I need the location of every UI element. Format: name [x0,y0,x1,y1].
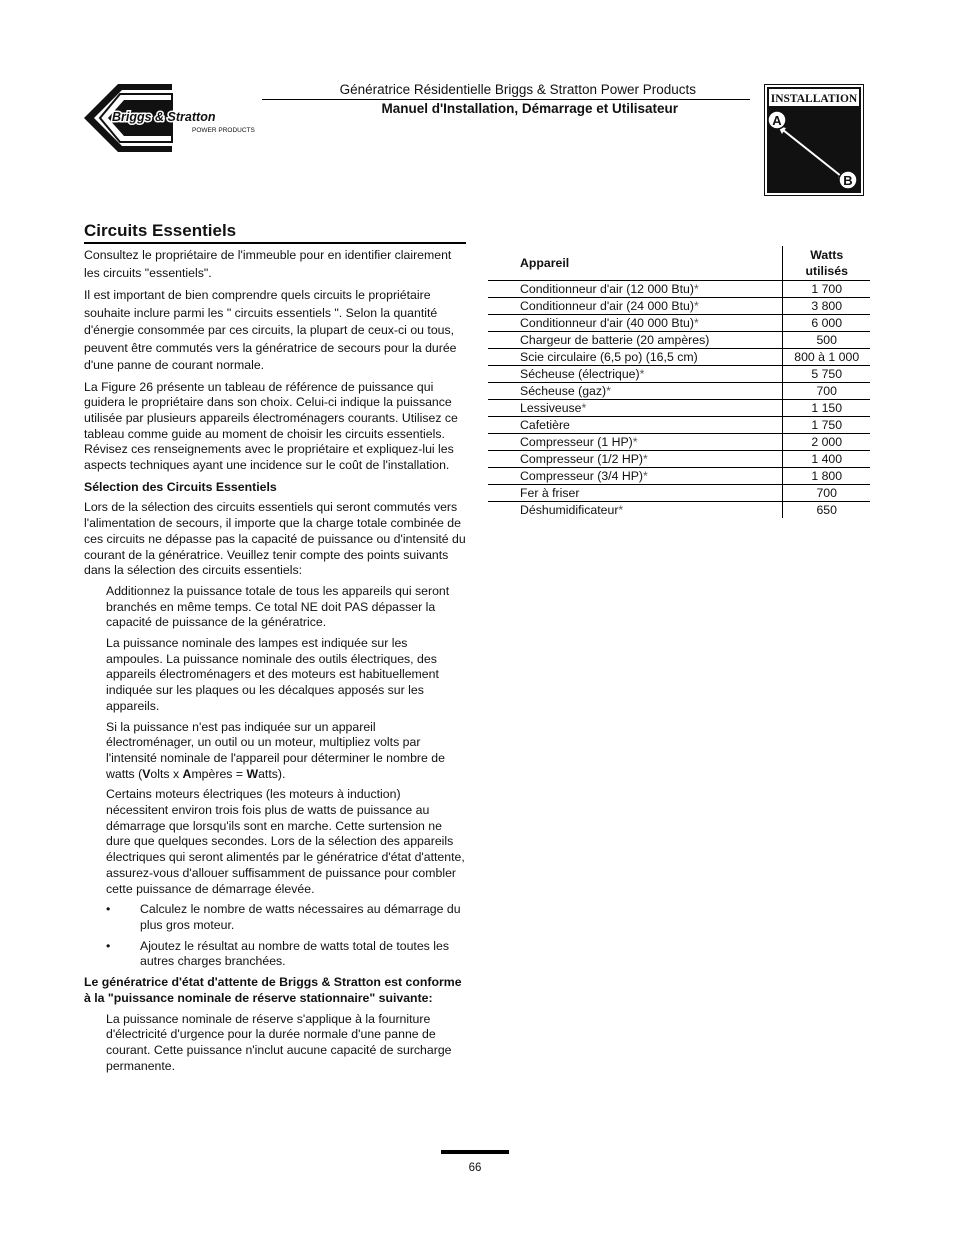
text-run: V [142,766,151,781]
svg-text:B: B [843,173,853,188]
bullet-text: Ajoutez le résultat au nombre de watts total de toutes les autres charges branchées. [140,938,449,969]
paragraph: Consultez le propriétaire de l'immeuble pour en identifier clairement les circuits "essentiels". [84,248,452,280]
table-row [488,451,870,468]
table-row [488,434,870,451]
svg-text:A: A [772,113,782,128]
header-subtitle: Manuel d'Installation, Démarrage et Utilisateur [381,101,678,116]
header-rule [262,99,750,100]
appliance-name: Compresseur (1/2 HP) [520,452,644,466]
briggs-stratton-logo [80,82,260,154]
appliance-cell [488,417,783,434]
body-column [84,247,466,1079]
watts-header-line2: utilisés [805,264,848,278]
section-title: Circuits Essentiels [84,221,237,240]
svg-text:Briggs & Stratton: Briggs & Stratton [112,110,216,124]
appliance-cell [488,502,783,519]
appliance-name: Sécheuse (électrique) [520,367,640,381]
appliance-cell [488,281,783,298]
header-title: Génératrice Résidentielle Briggs & Stratton Power Products [339,82,696,97]
column-header-appareil: Appareil [488,246,783,281]
watts-cell: 1 800 [783,468,870,485]
appliance-name: Fer à friser [520,486,580,500]
appliance-cell [488,451,783,468]
appliance-cell [488,366,783,383]
asterisk-mark: * [643,469,648,483]
watts-cell: 1 400 [783,451,870,468]
asterisk-mark: * [643,452,648,466]
indented-paragraph: Additionnez la puissance totale de tous les appareils qui seront branchés en même temps. Ce total NE doit PAS dépasser la capacité de puissance de la génératrice. [106,583,450,630]
bullet-marker: • [106,902,111,917]
svg-text:INSTALLATION: INSTALLATION [770,93,858,105]
table-row [488,315,870,332]
appliance-cell [488,383,783,400]
text-run: W [246,766,259,781]
table-row [488,281,870,298]
asterisk-mark: * [581,401,587,415]
indented-paragraph: La puissance nominale des lampes est indiquée sur les ampoules. La puissance nominale des outils électriques, des appareils électroménagers et des moteurs est habituellement indiquée sur les plaques ou les décalques apposés sur les appareils. [106,636,439,713]
paragraph: La Figure 26 présente un tableau de référence de puissance qui guidera le propriétaire dans son choix. Celui-ci indique la puissance utilisée par plusieurs appareils électroménagers courants. Utilisez ce tableau comme guide au moment de choisir les circuits essentiels. Révisez ces renseignements avec le propriétaire et expliquez-lui les aspects techniques ayant une incidence sur le coût de l'installation. [84,379,458,473]
watts-cell: 3 800 [783,298,870,315]
appliance-name: Sécheuse (gaz) [520,384,607,398]
bold-paragraph: Le génératrice d'état d'attente de Briggs & Stratton est conforme à la "puissance nominale de réserve stationnaire" suivante: [84,975,462,1005]
appliance-name: Cafetière [520,418,570,432]
bullet-marker: • [106,938,111,953]
table-row [488,502,870,519]
text-run: A [182,766,192,781]
watts-cell: 1 700 [783,281,870,298]
watts-cell: 700 [783,383,870,400]
asterisk-mark: * [693,316,699,330]
watts-cell: 700 [783,485,870,502]
appliance-cell [488,485,783,502]
indented-paragraph: La puissance nominale de réserve s'applique à la fourniture d'électricité d'urgence pour la durée normale d'une panne de courant. Cette puissance n'inclut aucune capacité de surcharge permanente. [106,1011,452,1073]
page-number: 66 [468,1162,482,1174]
appliance-cell [488,349,783,366]
footer-bar [441,1150,509,1154]
table-row [488,468,870,485]
indented-paragraph [106,720,466,783]
watts-cell: 2 000 [783,434,870,451]
bullet-item [84,902,466,933]
bullet-item [84,939,466,970]
paragraph: Lors de la sélection des circuits essentiels qui seront commutés vers l'alimentation de secours, il importe que la charge totale combinée de ces circuits ne dépasse pas la capacité de puissance ou d'intensité du courant de la génératrice. Veuillez tenir compte des points suivants dans la sélection des circuits essentiels: [84,500,466,578]
installation-badge-icon [764,84,864,196]
indented-paragraph: Certains moteurs électriques (les moteurs à induction) nécessitent environ trois fois plus de watts de puissance au démarrage que lorsqu'ils sont en marche. Cette surtension ne dure que quelques secondes. Lors de la sélection des appareils électriques qui seront alimentés par le génératrice d'état d'attente, assurez-vous d'allouer suffisamment de puissance pour combler cette puissance de démarrage élevée. [106,787,465,896]
table-row [488,417,870,434]
text-run: olts x [150,766,183,781]
table-row [488,366,870,383]
watts-cell: 6 000 [783,315,870,332]
asterisk-mark: * [606,384,611,398]
watts-cell: 650 [783,502,870,519]
table-row [488,298,870,315]
table-header-row [488,246,870,281]
appliance-name: Compresseur (3/4 HP) [520,469,644,483]
asterisk-mark: * [693,299,699,313]
watts-cell: 5 750 [783,366,870,383]
table-row [488,383,870,400]
appliance-cell [488,298,783,315]
appliance-name: Compresseur (1 HP) [520,435,633,449]
asterisk-mark: * [693,282,699,296]
paragraph: Il est important de bien comprendre quels circuits le propriétaire souhaite inclure parmi les " circuits essentiels ". Selon la quantité d'énergie consommée par ces circuits, la plupart de ceux-ci ou tous, peuvent être commutés vers la génératrice de secours pour la durée d'une panne de courant normale. [84,288,457,372]
appliance-cell [488,332,783,349]
column-header-watts [783,246,870,281]
appliance-cell [488,400,783,417]
appliance-name: Chargeur de batterie (20 ampères) [520,333,710,347]
watts-header-line1: Watts [810,248,844,262]
appliance-cell [488,468,783,485]
asterisk-mark: * [632,435,638,449]
table-row [488,332,870,349]
appliance-name: Déshumidificateur [520,503,619,517]
watts-cell: 800 à 1 000 [783,349,870,366]
appliance-cell [488,434,783,451]
section-title-rule [84,242,466,244]
wattage-table [488,246,870,518]
watts-cell: 1 750 [783,417,870,434]
appliance-name: Lessiveuse [520,401,582,415]
watts-cell: 500 [783,332,870,349]
bullet-text: Calculez le nombre de watts nécessaires au démarrage du plus gros moteur. [140,902,461,932]
asterisk-mark: * [618,503,624,517]
asterisk-mark: * [639,367,645,381]
watts-cell: 1 150 [783,400,870,417]
subheading: Sélection des Circuits Essentiels [84,479,277,494]
text-run: Si la puissance n'est pas indiquée sur un appareil électroménager, un outil ou un moteur, multipliez volts par l'intensité nominale de l'appareil pour déterminer le nombre de watts ( [106,719,445,781]
appliance-name: Conditionneur d'air (40 000 Btu) [520,316,694,330]
appliance-name: Scie circulaire (6,5 po) (16,5 cm) [520,350,698,364]
text-run: mpères = [191,766,247,781]
table-row [488,485,870,502]
appliance-cell [488,315,783,332]
table-row [488,400,870,417]
svg-text:POWER PRODUCTS: POWER PRODUCTS [192,127,255,134]
appliance-name: Conditionneur d'air (12 000 Btu) [520,282,694,296]
table-row [488,349,870,366]
text-run: atts). [258,766,286,781]
appliance-name: Conditionneur d'air (24 000 Btu) [520,299,694,313]
